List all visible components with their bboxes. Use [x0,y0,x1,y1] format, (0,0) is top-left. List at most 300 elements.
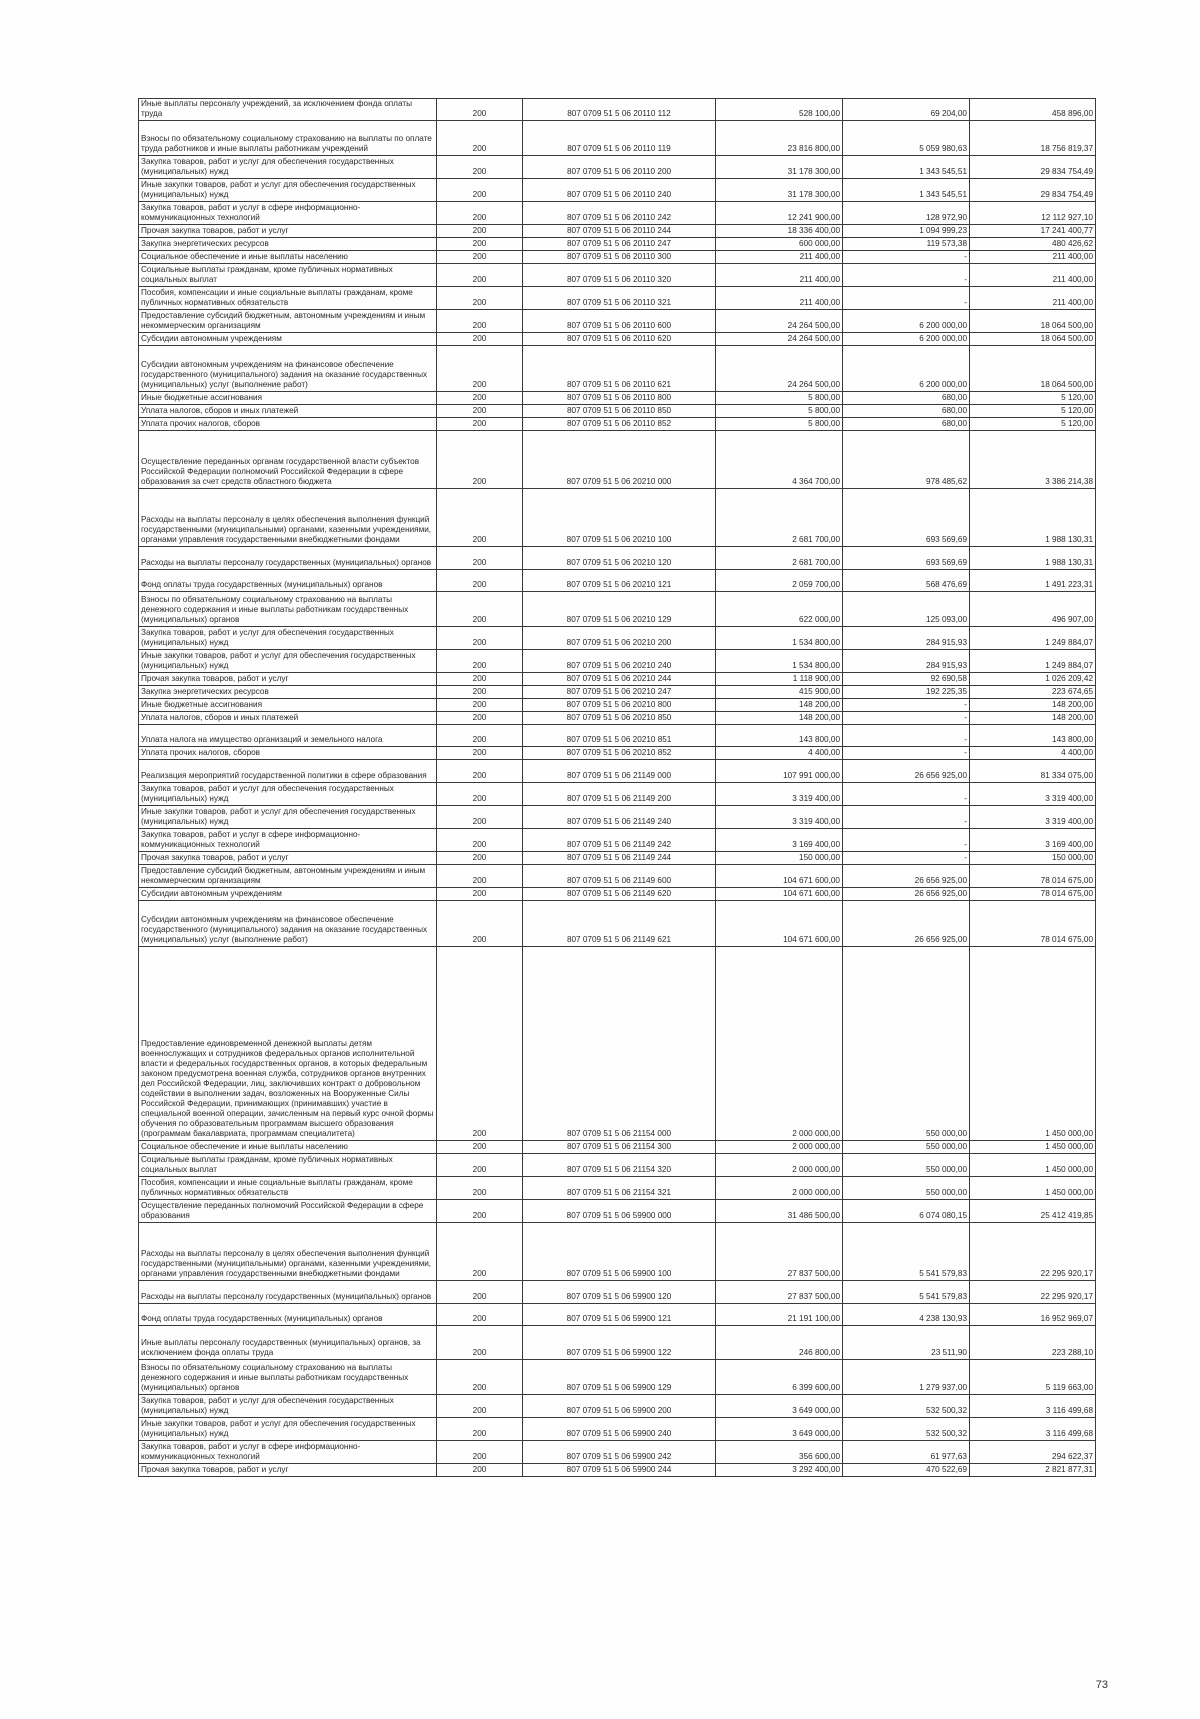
table-row [139,251,1096,264]
row-line-code-cell: 200 [437,699,523,712]
row-classification-code-cell: 807 0709 51 5 06 20110 621 [523,346,716,392]
table-row [139,686,1096,699]
page-number: 73 [1095,1679,1108,1691]
row-remaining-amount-cell: 211 400,00 [970,264,1096,287]
row-line-code-cell: 200 [437,1395,523,1418]
table-row [139,712,1096,725]
table-row [139,346,1096,392]
row-classification-code-cell: 807 0709 51 5 06 59900 244 [523,1464,716,1477]
row-name-cell: Прочая закупка товаров, работ и услуг [139,1464,437,1477]
row-executed-amount-cell: 5 059 980,63 [843,121,970,156]
table-row [139,1200,1096,1223]
row-remaining-amount-cell: 1 026 209,42 [970,673,1096,686]
row-name-cell: Взносы по обязательному социальному страхованию на выплаты по оплате труда работников и иные выплаты работникам учреждений [139,121,437,156]
row-classification-code-cell: 807 0709 51 5 06 20210 247 [523,686,716,699]
row-name-cell: Закупка товаров, работ и услуг для обеспечения государственных (муниципальных) нужд [139,156,437,179]
row-name-cell: Закупка товаров, работ и услуг в сфере информационно-коммуникационных технологий [139,1441,437,1464]
table-row [139,1304,1096,1326]
row-remaining-amount-cell: 150 000,00 [970,852,1096,865]
row-approved-amount-cell: 211 400,00 [716,287,843,310]
table-row [139,760,1096,783]
row-approved-amount-cell: 31 486 500,00 [716,1200,843,1223]
row-executed-amount-cell: - [843,852,970,865]
table-row [139,627,1096,650]
row-approved-amount-cell: 2 000 000,00 [716,1141,843,1154]
row-remaining-amount-cell: 3 116 499,68 [970,1395,1096,1418]
row-executed-amount-cell: 550 000,00 [843,1154,970,1177]
row-line-code-cell: 200 [437,947,523,1141]
row-executed-amount-cell: 550 000,00 [843,1177,970,1200]
row-remaining-amount-cell: 18 064 500,00 [970,333,1096,346]
row-name-cell: Иные закупки товаров, работ и услуг для обеспечения государственных (муниципальных) нужд [139,1418,437,1441]
row-approved-amount-cell: 600 000,00 [716,238,843,251]
row-classification-code-cell: 807 0709 51 5 06 59900 100 [523,1223,716,1281]
row-line-code-cell: 200 [437,673,523,686]
row-remaining-amount-cell: 12 112 927,10 [970,202,1096,225]
row-executed-amount-cell: 568 476,69 [843,570,970,592]
row-name-cell: Расходы на выплаты персоналу в целях обеспечения выполнения функций государственными (муниципальными) органами, казенными учреждениями, органами управления государственными внебюджетными фондами [139,489,437,547]
row-remaining-amount-cell: 17 241 400,77 [970,225,1096,238]
row-executed-amount-cell: - [843,287,970,310]
row-executed-amount-cell: 125 093,00 [843,592,970,627]
row-classification-code-cell: 807 0709 51 5 06 20110 300 [523,251,716,264]
row-approved-amount-cell: 356 600,00 [716,1441,843,1464]
row-name-cell: Фонд оплаты труда государственных (муниципальных) органов [139,570,437,592]
row-classification-code-cell: 807 0709 51 5 06 21149 000 [523,760,716,783]
table-row [139,650,1096,673]
row-remaining-amount-cell: 78 014 675,00 [970,865,1096,888]
row-executed-amount-cell: 26 656 925,00 [843,888,970,901]
row-classification-code-cell: 807 0709 51 5 06 21149 621 [523,901,716,947]
row-approved-amount-cell: 27 837 500,00 [716,1223,843,1281]
row-classification-code-cell: 807 0709 51 5 06 20210 851 [523,725,716,747]
table-row [139,405,1096,418]
row-line-code-cell: 200 [437,806,523,829]
row-remaining-amount-cell: 18 064 500,00 [970,346,1096,392]
row-remaining-amount-cell: 18 064 500,00 [970,310,1096,333]
row-line-code-cell: 200 [437,725,523,747]
row-remaining-amount-cell: 148 200,00 [970,699,1096,712]
row-approved-amount-cell: 12 241 900,00 [716,202,843,225]
row-name-cell: Уплата налогов, сборов и иных платежей [139,712,437,725]
row-name-cell: Иные бюджетные ассигнования [139,392,437,405]
row-executed-amount-cell: 23 511,90 [843,1326,970,1360]
row-line-code-cell: 200 [437,431,523,489]
row-line-code-cell: 200 [437,547,523,570]
row-classification-code-cell: 807 0709 51 5 06 20110 321 [523,287,716,310]
row-line-code-cell: 200 [437,901,523,947]
table-row [139,1141,1096,1154]
table-row [139,806,1096,829]
row-classification-code-cell: 807 0709 51 5 06 20110 244 [523,225,716,238]
row-executed-amount-cell: 532 500,32 [843,1395,970,1418]
table-row [139,179,1096,202]
row-executed-amount-cell: 550 000,00 [843,1141,970,1154]
row-executed-amount-cell: 6 200 000,00 [843,333,970,346]
table-row [139,310,1096,333]
table-row [139,1464,1096,1477]
row-classification-code-cell: 807 0709 51 5 06 20210 240 [523,650,716,673]
table-row [139,156,1096,179]
row-line-code-cell: 200 [437,405,523,418]
row-approved-amount-cell: 3 319 400,00 [716,806,843,829]
table-row [139,489,1096,547]
row-name-cell: Субсидии автономным учреждениям [139,888,437,901]
row-name-cell: Пособия, компенсации и иные социальные выплаты гражданам, кроме публичных нормативных обязательств [139,287,437,310]
table-row [139,547,1096,570]
row-remaining-amount-cell: 29 834 754,49 [970,179,1096,202]
row-approved-amount-cell: 211 400,00 [716,251,843,264]
row-line-code-cell: 200 [437,202,523,225]
table-row [139,392,1096,405]
row-name-cell: Закупка энергетических ресурсов [139,686,437,699]
row-line-code-cell: 200 [437,1177,523,1200]
row-line-code-cell: 200 [437,686,523,699]
row-classification-code-cell: 807 0709 51 5 06 20210 200 [523,627,716,650]
row-remaining-amount-cell: 1 249 884,07 [970,650,1096,673]
table-row [139,570,1096,592]
row-classification-code-cell: 807 0709 51 5 06 20210 120 [523,547,716,570]
row-approved-amount-cell: 6 399 600,00 [716,1360,843,1395]
row-classification-code-cell: 807 0709 51 5 06 20110 800 [523,392,716,405]
row-classification-code-cell: 807 0709 51 5 06 20210 129 [523,592,716,627]
row-executed-amount-cell: 284 915,93 [843,627,970,650]
table-row [139,783,1096,806]
table-row [139,225,1096,238]
row-remaining-amount-cell: 294 622,37 [970,1441,1096,1464]
row-classification-code-cell: 807 0709 51 5 06 59900 120 [523,1281,716,1304]
row-name-cell: Иные закупки товаров, работ и услуг для обеспечения государственных (муниципальных) нужд [139,179,437,202]
row-classification-code-cell: 807 0709 51 5 06 20110 200 [523,156,716,179]
row-executed-amount-cell: 92 690,58 [843,673,970,686]
row-classification-code-cell: 807 0709 51 5 06 20110 240 [523,179,716,202]
row-name-cell: Социальное обеспечение и иные выплаты населению [139,1141,437,1154]
row-name-cell: Прочая закупка товаров, работ и услуг [139,673,437,686]
row-name-cell: Расходы на выплаты персоналу государственных (муниципальных) органов [139,547,437,570]
row-approved-amount-cell: 3 169 400,00 [716,829,843,852]
row-classification-code-cell: 807 0709 51 5 06 20110 247 [523,238,716,251]
row-executed-amount-cell: - [843,783,970,806]
row-approved-amount-cell: 2 000 000,00 [716,1154,843,1177]
row-line-code-cell: 200 [437,346,523,392]
row-approved-amount-cell: 5 800,00 [716,405,843,418]
table-row [139,333,1096,346]
row-classification-code-cell: 807 0709 51 5 06 20210 244 [523,673,716,686]
row-line-code-cell: 200 [437,225,523,238]
table-row [139,1395,1096,1418]
row-remaining-amount-cell: 3 319 400,00 [970,806,1096,829]
row-executed-amount-cell: 192 225,35 [843,686,970,699]
row-executed-amount-cell: - [843,747,970,760]
row-line-code-cell: 200 [437,156,523,179]
row-approved-amount-cell: 24 264 500,00 [716,346,843,392]
row-name-cell: Субсидии автономным учреждениям на финансовое обеспечение государственного (муниципального) задания на оказание государственных (муниципальных) услуг (выполнение работ) [139,346,437,392]
row-executed-amount-cell: 6 200 000,00 [843,346,970,392]
row-executed-amount-cell: 1 343 545,51 [843,156,970,179]
row-executed-amount-cell: 6 074 080,15 [843,1200,970,1223]
table-row [139,418,1096,431]
row-approved-amount-cell: 18 336 400,00 [716,225,843,238]
row-name-cell: Иные выплаты персоналу учреждений, за исключением фонда оплаты труда [139,99,437,121]
row-name-cell: Закупка товаров, работ и услуг для обеспечения государственных (муниципальных) нужд [139,783,437,806]
row-executed-amount-cell: - [843,699,970,712]
table-row [139,865,1096,888]
row-executed-amount-cell: 5 541 579,83 [843,1223,970,1281]
row-remaining-amount-cell: 4 400,00 [970,747,1096,760]
row-classification-code-cell: 807 0709 51 5 06 20210 852 [523,747,716,760]
row-approved-amount-cell: 24 264 500,00 [716,310,843,333]
row-executed-amount-cell: - [843,806,970,829]
row-remaining-amount-cell: 148 200,00 [970,712,1096,725]
row-line-code-cell: 200 [437,238,523,251]
row-classification-code-cell: 807 0709 51 5 06 20210 800 [523,699,716,712]
row-remaining-amount-cell: 458 896,00 [970,99,1096,121]
row-remaining-amount-cell: 3 319 400,00 [970,783,1096,806]
row-executed-amount-cell: 26 656 925,00 [843,760,970,783]
row-remaining-amount-cell: 480 426,62 [970,238,1096,251]
row-classification-code-cell: 807 0709 51 5 06 59900 000 [523,1200,716,1223]
row-executed-amount-cell: 532 500,32 [843,1418,970,1441]
row-classification-code-cell: 807 0709 51 5 06 21154 300 [523,1141,716,1154]
table-row [139,747,1096,760]
row-approved-amount-cell: 415 900,00 [716,686,843,699]
row-name-cell: Предоставление субсидий бюджетным, автономным учреждениям и иным некоммерческим организациям [139,865,437,888]
row-line-code-cell: 200 [437,829,523,852]
budget-execution-table [138,98,1096,1477]
table-row [139,264,1096,287]
row-approved-amount-cell: 148 200,00 [716,699,843,712]
row-name-cell: Предоставление единовременной денежной выплаты детям военнослужащих и сотрудников федеральных органов исполнительной власти и федеральных государственных органов, в которых федеральным законом предусмотрена военная служба, сотрудников органов внутренних дел Российской Федерации, лиц, заключивших контракт о добровольном содействии в выполнении задач, возложенных на Вооруженные Силы Российской Федерации, принимающих (принимавших) участие в специальной военной операции, зачисленным на первый курс очной формы обучения по образовательным программам высшего образования (программам бакалавриата, программам специалитета) [139,947,437,1141]
row-remaining-amount-cell: 81 334 075,00 [970,760,1096,783]
row-executed-amount-cell: - [843,264,970,287]
row-remaining-amount-cell: 5 120,00 [970,418,1096,431]
row-executed-amount-cell: 119 573,38 [843,238,970,251]
row-executed-amount-cell: 693 569,69 [843,547,970,570]
row-line-code-cell: 200 [437,650,523,673]
row-executed-amount-cell: 693 569,69 [843,489,970,547]
row-remaining-amount-cell: 143 800,00 [970,725,1096,747]
row-name-cell: Субсидии автономным учреждениям на финансовое обеспечение государственного (муниципального) задания на оказание государственных (муниципальных) услуг (выполнение работ) [139,901,437,947]
row-line-code-cell: 200 [437,392,523,405]
row-classification-code-cell: 807 0709 51 5 06 20210 850 [523,712,716,725]
table-row [139,592,1096,627]
row-classification-code-cell: 807 0709 51 5 06 20110 320 [523,264,716,287]
row-approved-amount-cell: 528 100,00 [716,99,843,121]
row-approved-amount-cell: 104 671 600,00 [716,888,843,901]
row-executed-amount-cell: 550 000,00 [843,947,970,1141]
row-executed-amount-cell: 978 485,62 [843,431,970,489]
row-approved-amount-cell: 104 671 600,00 [716,901,843,947]
row-executed-amount-cell: 1 343 545,51 [843,179,970,202]
row-remaining-amount-cell: 1 249 884,07 [970,627,1096,650]
row-name-cell: Пособия, компенсации и иные социальные выплаты гражданам, кроме публичных нормативных обязательств [139,1177,437,1200]
row-approved-amount-cell: 21 191 100,00 [716,1304,843,1326]
row-executed-amount-cell: 470 522,69 [843,1464,970,1477]
row-approved-amount-cell: 3 649 000,00 [716,1418,843,1441]
row-line-code-cell: 200 [437,570,523,592]
table-row [139,1154,1096,1177]
row-name-cell: Социальные выплаты гражданам, кроме публичных нормативных социальных выплат [139,1154,437,1177]
row-classification-code-cell: 807 0709 51 5 06 59900 240 [523,1418,716,1441]
row-remaining-amount-cell: 1 450 000,00 [970,1177,1096,1200]
row-remaining-amount-cell: 223 674,65 [970,686,1096,699]
row-line-code-cell: 200 [437,592,523,627]
row-approved-amount-cell: 211 400,00 [716,264,843,287]
row-remaining-amount-cell: 16 952 969,07 [970,1304,1096,1326]
table-row [139,673,1096,686]
row-remaining-amount-cell: 22 295 920,17 [970,1281,1096,1304]
row-approved-amount-cell: 5 800,00 [716,392,843,405]
row-classification-code-cell: 807 0709 51 5 06 20210 121 [523,570,716,592]
row-classification-code-cell: 807 0709 51 5 06 21149 600 [523,865,716,888]
row-approved-amount-cell: 3 649 000,00 [716,1395,843,1418]
row-executed-amount-cell: - [843,829,970,852]
row-name-cell: Закупка товаров, работ и услуг в сфере информационно-коммуникационных технологий [139,829,437,852]
row-classification-code-cell: 807 0709 51 5 06 20110 620 [523,333,716,346]
row-approved-amount-cell: 2 000 000,00 [716,947,843,1141]
row-classification-code-cell: 807 0709 51 5 06 20210 100 [523,489,716,547]
row-name-cell: Осуществление переданных полномочий Российской Федерации в сфере образования [139,1200,437,1223]
row-line-code-cell: 200 [437,1360,523,1395]
row-executed-amount-cell: 680,00 [843,418,970,431]
row-approved-amount-cell: 5 800,00 [716,418,843,431]
row-approved-amount-cell: 143 800,00 [716,725,843,747]
row-remaining-amount-cell: 223 288,10 [970,1326,1096,1360]
row-classification-code-cell: 807 0709 51 5 06 59900 129 [523,1360,716,1395]
row-remaining-amount-cell: 5 120,00 [970,392,1096,405]
row-remaining-amount-cell: 78 014 675,00 [970,901,1096,947]
table-row [139,121,1096,156]
row-remaining-amount-cell: 25 412 419,85 [970,1200,1096,1223]
row-classification-code-cell: 807 0709 51 5 06 20110 242 [523,202,716,225]
table-row [139,1326,1096,1360]
row-executed-amount-cell: 284 915,93 [843,650,970,673]
row-remaining-amount-cell: 3 169 400,00 [970,829,1096,852]
table-row [139,238,1096,251]
row-approved-amount-cell: 3 319 400,00 [716,783,843,806]
row-line-code-cell: 200 [437,418,523,431]
row-name-cell: Уплата налога на имущество организаций и земельного налога [139,725,437,747]
row-remaining-amount-cell: 78 014 675,00 [970,888,1096,901]
row-name-cell: Закупка товаров, работ и услуг в сфере информационно-коммуникационных технологий [139,202,437,225]
row-classification-code-cell: 807 0709 51 5 06 20110 600 [523,310,716,333]
row-approved-amount-cell: 148 200,00 [716,712,843,725]
row-classification-code-cell: 807 0709 51 5 06 59900 122 [523,1326,716,1360]
row-line-code-cell: 200 [437,287,523,310]
table-row [139,431,1096,489]
row-line-code-cell: 200 [437,264,523,287]
row-executed-amount-cell: 61 977,63 [843,1441,970,1464]
row-remaining-amount-cell: 5 120,00 [970,405,1096,418]
row-remaining-amount-cell: 211 400,00 [970,287,1096,310]
row-approved-amount-cell: 107 991 000,00 [716,760,843,783]
row-remaining-amount-cell: 496 907,00 [970,592,1096,627]
row-executed-amount-cell: 680,00 [843,392,970,405]
row-classification-code-cell: 807 0709 51 5 06 20110 852 [523,418,716,431]
row-remaining-amount-cell: 2 821 877,31 [970,1464,1096,1477]
row-line-code-cell: 200 [437,1418,523,1441]
table-row [139,1281,1096,1304]
row-approved-amount-cell: 1 118 900,00 [716,673,843,686]
row-executed-amount-cell: 1 094 999,23 [843,225,970,238]
row-approved-amount-cell: 622 000,00 [716,592,843,627]
row-line-code-cell: 200 [437,1464,523,1477]
table-row [139,1441,1096,1464]
row-line-code-cell: 200 [437,747,523,760]
row-name-cell: Реализация мероприятий государственной политики в сфере образования [139,760,437,783]
row-name-cell: Фонд оплаты труда государственных (муниципальных) органов [139,1304,437,1326]
row-line-code-cell: 200 [437,1154,523,1177]
row-remaining-amount-cell: 1 988 130,31 [970,489,1096,547]
row-approved-amount-cell: 2 000 000,00 [716,1177,843,1200]
row-name-cell: Расходы на выплаты персоналу государственных (муниципальных) органов [139,1281,437,1304]
row-executed-amount-cell: 680,00 [843,405,970,418]
row-approved-amount-cell: 1 534 800,00 [716,650,843,673]
row-classification-code-cell: 807 0709 51 5 06 20210 000 [523,431,716,489]
table-row [139,99,1096,121]
table-row [139,699,1096,712]
row-name-cell: Закупка энергетических ресурсов [139,238,437,251]
row-approved-amount-cell: 3 292 400,00 [716,1464,843,1477]
row-line-code-cell: 200 [437,865,523,888]
row-classification-code-cell: 807 0709 51 5 06 21149 240 [523,806,716,829]
row-name-cell: Уплата прочих налогов, сборов [139,418,437,431]
row-line-code-cell: 200 [437,1304,523,1326]
row-name-cell: Иные закупки товаров, работ и услуг для обеспечения государственных (муниципальных) нужд [139,806,437,829]
row-executed-amount-cell: 69 204,00 [843,99,970,121]
row-remaining-amount-cell: 29 834 754,49 [970,156,1096,179]
row-line-code-cell: 200 [437,712,523,725]
row-line-code-cell: 200 [437,1326,523,1360]
table-row [139,1418,1096,1441]
row-classification-code-cell: 807 0709 51 5 06 20110 112 [523,99,716,121]
row-line-code-cell: 200 [437,333,523,346]
row-name-cell: Уплата прочих налогов, сборов [139,747,437,760]
row-name-cell: Закупка товаров, работ и услуг для обеспечения государственных (муниципальных) нужд [139,627,437,650]
row-name-cell: Субсидии автономным учреждениям [139,333,437,346]
row-line-code-cell: 200 [437,1141,523,1154]
row-line-code-cell: 200 [437,310,523,333]
table-row [139,287,1096,310]
row-name-cell: Иные бюджетные ассигнования [139,699,437,712]
table-row [139,1223,1096,1281]
row-classification-code-cell: 807 0709 51 5 06 21149 200 [523,783,716,806]
row-executed-amount-cell: 4 238 130,93 [843,1304,970,1326]
row-executed-amount-cell: 128 972,90 [843,202,970,225]
row-approved-amount-cell: 24 264 500,00 [716,333,843,346]
table-row [139,947,1096,1141]
row-remaining-amount-cell: 1 491 223,31 [970,570,1096,592]
row-name-cell: Прочая закупка товаров, работ и услуг [139,852,437,865]
row-remaining-amount-cell: 1 988 130,31 [970,547,1096,570]
row-line-code-cell: 200 [437,1441,523,1464]
row-name-cell: Социальное обеспечение и иные выплаты населению [139,251,437,264]
row-line-code-cell: 200 [437,179,523,202]
row-approved-amount-cell: 2 681 700,00 [716,547,843,570]
table-body [139,99,1096,1477]
row-remaining-amount-cell: 211 400,00 [970,251,1096,264]
row-name-cell: Социальные выплаты гражданам, кроме публичных нормативных социальных выплат [139,264,437,287]
row-executed-amount-cell: 26 656 925,00 [843,865,970,888]
row-executed-amount-cell: 26 656 925,00 [843,901,970,947]
row-line-code-cell: 200 [437,627,523,650]
row-line-code-cell: 200 [437,1200,523,1223]
row-remaining-amount-cell: 18 756 819,37 [970,121,1096,156]
row-classification-code-cell: 807 0709 51 5 06 59900 121 [523,1304,716,1326]
row-classification-code-cell: 807 0709 51 5 06 21154 000 [523,947,716,1141]
row-line-code-cell: 200 [437,783,523,806]
row-executed-amount-cell: 5 541 579,83 [843,1281,970,1304]
